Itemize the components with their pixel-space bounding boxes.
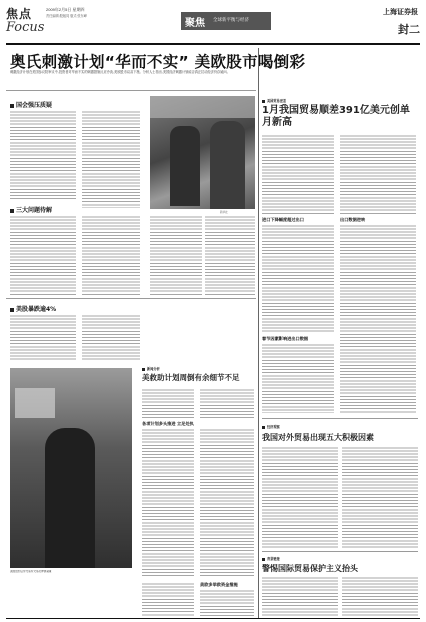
divider <box>6 298 256 299</box>
section-name: 焦点 <box>6 7 33 21</box>
left-text-2 <box>10 215 76 295</box>
bullet-square-icon <box>10 308 14 312</box>
center-article-text-5 <box>142 582 194 616</box>
news-analysis-tag: 新闻分析 <box>142 366 160 371</box>
right-subhead-3: 出口数据逆转 <box>340 217 366 222</box>
right-subhead-1: 进口下降幅度超过出口 <box>262 217 304 222</box>
main-headline: 奥氏刺激计划“华而不实” 美欧股市喝倒彩 <box>10 53 306 71</box>
photo-monitor <box>15 388 55 418</box>
center-text-middle-2 <box>150 215 202 295</box>
center-text-middle-3 <box>205 215 255 295</box>
photo-credit: 新华社 <box>220 211 228 214</box>
bullet-square-icon <box>262 100 265 103</box>
right-tag: 美国贸易逆差 <box>262 98 286 103</box>
column-separator <box>258 48 259 618</box>
editor-line: 责任编辑:殷姬同 版式:张东峰 <box>46 14 87 18</box>
background-link-tag: 背景链接 <box>262 556 280 561</box>
economic-watch-tag: 经济观察 <box>262 424 280 429</box>
trader-photo <box>10 368 132 568</box>
center-subhead-2: 美欧多举救资金措施 <box>200 582 238 587</box>
center-subhead-1: 各项计划多头推进 立足处执 <box>142 421 194 426</box>
page-header <box>6 5 420 47</box>
photo-figure <box>45 428 95 568</box>
bottom-text-1a <box>262 446 338 548</box>
center-article-text-1 <box>142 388 194 418</box>
divider <box>262 418 418 419</box>
photo-figure <box>210 121 245 209</box>
center-article-headline: 美救助计划周倒有余细节不足 <box>142 373 240 382</box>
right-headline: 1月我国贸易顺差391亿美元创单月新高 <box>262 105 410 128</box>
divider <box>262 551 418 552</box>
section-name-english: Focus <box>6 20 45 35</box>
bottom-headline-1: 我国对外贸易出现五大积极因素 <box>262 433 374 442</box>
center-text-upper <box>82 110 140 208</box>
bullet-square-icon <box>262 558 265 561</box>
bottom-text-2b <box>342 576 418 616</box>
bottom-text-1b <box>342 446 418 548</box>
center-article-text-3 <box>142 428 194 578</box>
left-col-rule <box>6 90 256 91</box>
news-photo <box>150 96 255 209</box>
banner-word: 聚焦 <box>185 18 205 29</box>
center-article-text-6 <box>200 589 254 616</box>
center-text-middle-1 <box>82 215 140 295</box>
masthead: 上海证券报 <box>383 7 418 16</box>
bullet-square-icon <box>262 426 265 429</box>
bullet-square-icon <box>10 209 14 213</box>
right-text-1 <box>262 134 334 214</box>
bottom-text-2a <box>262 576 338 616</box>
right-subhead-2: 春节因素影响进出口数据 <box>262 336 309 341</box>
footer-rule <box>6 618 420 619</box>
date-line: 2009年2月5日 星期四 <box>46 7 85 12</box>
bullet-square-icon <box>142 368 145 371</box>
banner-subtitle: 全球新平衡与经济 <box>213 17 249 22</box>
right-text-2 <box>262 224 334 332</box>
bottom-headline-2: 警惕国际贸易保护主义抬头 <box>262 564 358 573</box>
center-article-text-2 <box>200 388 254 418</box>
right-text-4 <box>340 134 416 214</box>
header-rule <box>6 43 420 45</box>
photo-caption: 美国纽约证券交易所交易员神情凝重 <box>10 570 52 573</box>
left-section-title-3: 美股暴跌逾4% <box>10 304 56 313</box>
lead-paragraph: 刺激经济计划在美国参议院审议中,投资者对华而不实的刺激措施反应冷淡,美欧股市双双下挫。分析人士指出,美国经济刺激计划能否真正拉动经济仍存疑问。 <box>10 70 230 74</box>
left-text-1 <box>10 110 76 200</box>
bullet-square-icon <box>10 104 14 108</box>
left-text-3 <box>10 314 76 362</box>
photo-figure <box>170 126 200 206</box>
photo-screen <box>150 96 255 118</box>
left-section-title-2: 三大问题待解 <box>10 205 52 214</box>
right-text-5 <box>340 224 416 413</box>
center-article-text-4 <box>200 428 254 578</box>
right-text-3 <box>262 343 334 413</box>
left-text-3b <box>82 314 140 362</box>
header-banner <box>181 12 271 30</box>
left-section-title-1: 国会强压质疑 <box>10 100 52 109</box>
page-number: 封二 <box>398 24 420 36</box>
